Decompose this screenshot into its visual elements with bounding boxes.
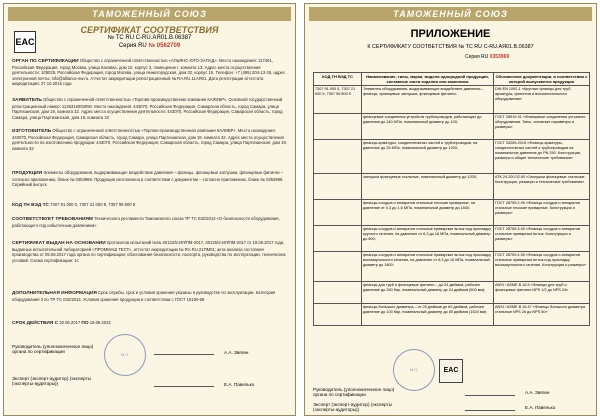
banner-customs-union: ТАМОЖЕННЫЙ СОЮЗ — [309, 7, 592, 21]
applicant-label: ЗАЯВИТЕЛЬ — [12, 98, 42, 103]
cell-doc: ГОСТ 28759.3-90 «Фланцы сосудов и аппаратов стальные приварные встык. Конструкция и размеры» — [494, 226, 590, 252]
organ-text: Общество с ограниченной ответственностью «АЛЬЯНС ЮГО-ЗАПАД». Место нахождения: 117461, Российская Федерация, город Москва, улица Каховка, дом 10, корпус 3, помещение I, комната 13. Адрес места осуществления деятельности: 109029, Российская Федерация, город Москва, улица Нижегородская, дом 32, корпус 15. Телефон: +7 (495) 204-13-26, адрес электронной почты: info@alliance-sw.ru. Аттестат аккредитации регистрационный № RA.RU.11АЯ01. Дата регистрации аттестата аккредитации: 27.10.2015 года — [12, 58, 285, 87]
signer1-role: Руководитель (уполномоченное лицо) органа по сертификации — [313, 387, 395, 397]
cell-doc: ГОСТ 28759.4-90 «Фланцы сосудов и аппаратов стальные приварные встык под прокладку восьмиугольного сечения. Конструкция и размеры» — [494, 252, 590, 282]
compliance-section — [12, 216, 289, 232]
validity-to: 19.06.2022 — [89, 320, 111, 325]
col-header-name: Наименование, типы, марки, модели однородной продукции, составные части изделия или комплекса — [362, 73, 494, 86]
official-stamp: М.П. — [104, 334, 146, 376]
appendix-series — [465, 54, 509, 60]
additional-info-text: Срок службы, срок и условия хранения указаны в руководстве по эксплуатации. Категория оборудования 3 по ТР ТС 032/2013. Условия хранения продукции в соответствии с ГОСТ 15150-69 — [12, 290, 276, 302]
tnved-codes: 7307 91 000 0, 7307 21 000 9, 7307 99 800 9 — [50, 202, 136, 207]
table-row — [314, 226, 590, 252]
compliance-text: Технического регламента Таможенного союза ТР ТС 032/2013 «О безопасности оборудования, работающего под избыточным давлением» — [12, 216, 280, 228]
series-number: № 0562709 — [148, 43, 181, 49]
basis-text: протоколов испытаний №№ 30132/5-ИЛ/ПМ-2017, 30125/2-ИЛ/ПМ-2017 от 19.06.2017 года, выданных испытательной лабораторией «ПРОММАШ ТЕСТ», аттестат аккредитации № RA.RU.21ПМ01; акта анализа состояния производства от 05.06.2017 года органа по сертификации; обоснования безопасности, паспорта, руководства по эксплуатации, технических условий. Схема сертификации: 1с — [12, 240, 286, 263]
product-section — [12, 170, 289, 198]
cell-code — [314, 282, 362, 304]
appendix-subtitle: К СЕРТИФИКАТУ СООТВЕТСТВИЯ № ТС RU С-RU.АЯ01.В.06387 — [367, 44, 534, 50]
applicant-text: Общество с ограниченной ответственностью «Торгово-производственная компания КАЛИБР». Основной государственный регистрационный номер: 1136316003050. Место нахождения: 443070, Российская Федерация, Самарская область, город Самара, улица Партизанская, дом 19, комната 32. Адрес места осуществления деятельности: 443070, Российская Федерация, Самарская область, город Самара, улица Партизанская, дом 19, комната 32 — [12, 97, 283, 120]
eac-logo: EAC — [439, 359, 463, 383]
cell-doc: DIN EN 1092-1 «Круглые фланцы для труб, арматуры, фитингов и вспомогательного оборудования» — [494, 86, 590, 114]
signer2-name: Е.А. Павелько — [224, 382, 255, 387]
col-header-doc: Обозначение документации, в соответствии с которой выпускается продукция — [494, 73, 590, 86]
cell-code — [314, 226, 362, 252]
cell-code — [314, 174, 362, 200]
cell-doc: ГОСТ 28919-91 «Фланцевые соединения устьевого оборудования. Типы, основные параметры и размеры» — [494, 114, 590, 140]
cell-doc: АТК 24.200.02-90 «Заглушки фланцевые стальные. Конструкция, размеры и технические требования» — [494, 174, 590, 200]
banner-customs-union: ТАМОЖЕННЫЙ СОЮЗ — [8, 7, 291, 21]
table-row — [314, 252, 590, 282]
product-label: ПРОДУКЦИЯ — [12, 171, 43, 176]
cell-name: заглушки фланцевые стальные, номинальный диаметр до 1200; — [362, 174, 494, 200]
table-row — [314, 114, 590, 140]
validity-section — [12, 320, 289, 328]
manufacturer-text: Общество с ограниченной ответственностью «Торгово-производственная компания КАЛИБР». Место нахождения: 443070, Российская Федерация, Самарская область, город Самара, улица Партизанская, дом 19, комната 32. Адрес места осуществления деятельности по изготовлению продукции: 443070, Российская Федерация, Самарская область, город Самара, улица Партизанская, дом 19, комната 32 — [12, 128, 288, 151]
organ-section — [12, 58, 289, 94]
cell-name: фланцы арматуры, соединительных частей и трубопроводов, на давление до 25 МПа, номинальный диаметр до 1200; — [362, 140, 494, 174]
organ-label: ОРГАН ПО СЕРТИФИКАЦИИ — [12, 59, 79, 64]
signer1-name: А.А. Звягин — [224, 350, 249, 355]
series-label: Серия RU — [118, 43, 147, 49]
basis-label: СЕРТИФИКАТ ВЫДАН НА ОСНОВАНИИ — [12, 241, 106, 246]
appendix-sheet — [304, 3, 597, 416]
signer1-role: Руководитель (уполномоченное лицо) органа по сертификации — [12, 344, 94, 354]
cell-doc: ANSI / ASME B 16.5 «Фланцы для труб и фланцевые фитинги NPS 1/2 до NPS 24» — [494, 282, 590, 304]
additional-info-section — [12, 290, 289, 314]
basis-section — [12, 240, 289, 284]
table-row — [314, 140, 590, 174]
table-row — [314, 174, 590, 200]
signature-line-1 — [154, 354, 214, 355]
cell-name: фланцы для труб и фланцевые фитинги – до 24 дюймов, рабочее давление до 260 бар, номинальный диаметр до 24 дюймов (600 мм); — [362, 282, 494, 304]
cell-code: 7307 91 000 0, 7307 21 000 9, 7307 99 800 9 — [314, 86, 362, 114]
signature-line-2 — [154, 386, 214, 387]
tnved-section — [12, 202, 289, 210]
product-table — [313, 72, 590, 326]
series-label: Серия RU — [465, 54, 489, 60]
table-row — [314, 200, 590, 226]
applicant-section — [12, 97, 289, 125]
series-number: 0353969 — [489, 54, 510, 60]
validity-to-label: ПО — [81, 321, 89, 326]
manufacturer-label: ИЗГОТОВИТЕЛЬ — [12, 129, 52, 134]
validity-from-label: СРОК ДЕЙСТВИЯ С — [12, 321, 59, 326]
cell-name: Элементы оборудования, выдерживающие воздействие давления – фланцы, фланцевые заглушки, фланцевые фитинги: — [362, 86, 494, 114]
cell-doc: ГОСТ 28759.2-90 «Фланцы сосудов и аппаратов стальные плоские приварные. Конструкция и размеры» — [494, 200, 590, 226]
cell-name: фланцы сосудов и аппаратов стальные приварные встык под прокладку круглого сечения, на давление от 6,3 до 16 МПа, номинальный диаметр до 800; — [362, 226, 494, 252]
table-row — [314, 282, 590, 304]
cell-doc: ANSI / ASME B 16.47 «Фланцы большого диаметра стальные NPS 26 до NPS 60» — [494, 304, 590, 326]
table-row — [314, 304, 590, 326]
manufacturer-section — [12, 128, 289, 156]
tnved-label: КОД ТН ВЭД ТС — [12, 203, 49, 208]
col-header-code: КОД ТН ВЭД ТС — [314, 73, 362, 86]
cell-doc: ГОСТ 33259-2015 «Фланцы арматуры, соединительных частей и трубопроводов на номинальное давление до PN 250. Конструкция, размеры и общие технические требования» — [494, 140, 590, 174]
cell-code — [314, 200, 362, 226]
certificate-sheet — [3, 3, 296, 416]
cell-code — [314, 304, 362, 326]
signature-line-2 — [465, 410, 515, 411]
validity-from: 20.06.2017 — [59, 320, 81, 325]
signer2-role: Эксперт (эксперт-аудитор) (эксперты (эксперты-аудиторы)) — [12, 376, 91, 386]
signer2-name: Е.А. Павелько — [525, 405, 556, 410]
cell-name: фланцы сосудов и аппаратов стальные плоские приварные, на давление от 0,3 до 1,6 МПа, номинальный диаметр до 1600; — [362, 200, 494, 226]
appendix-title: ПРИЛОЖЕНИЕ — [410, 28, 491, 40]
certificate-series — [4, 43, 295, 49]
cell-code — [314, 114, 362, 140]
official-stamp: М.П. — [393, 349, 435, 391]
cell-name: фланцы большого диаметра – от 26 дюймов до 60 дюймов, рабочее давление до 100 бар, номинальный диаметр до 60 дюймов (1524 мм) — [362, 304, 494, 326]
additional-info-label: ДОПОЛНИТЕЛЬНАЯ ИНФОРМАЦИЯ — [12, 291, 97, 296]
signature-line-1 — [465, 395, 515, 396]
eac-logo: EAC — [14, 31, 36, 53]
table-header-row — [314, 73, 590, 86]
signer1-name: А.А. Звягин — [525, 390, 550, 395]
certificate-title: СЕРТИФИКАТ СООТВЕТСТВИЯ — [80, 25, 219, 35]
certificate-number: № ТС RU С-RU.АЯ01.В.06387 — [107, 35, 192, 41]
signer2-role: Эксперт (эксперт-аудитор) (эксперты (эксперты-аудиторы)) — [313, 402, 392, 412]
table-row — [314, 86, 590, 114]
cell-code — [314, 140, 362, 174]
compliance-label: СООТВЕТСТВУЕТ ТРЕБОВАНИЯМ — [12, 217, 93, 222]
cell-code — [314, 252, 362, 282]
cell-name: фланцевые соединения устройств трубопроводов, работающих до давления до 140 МПа, номинальный диаметр до 100; — [362, 114, 494, 140]
product-text: Элементы оборудования, выдерживающие воздействие давления – фланцы, фланцевые заглушки, фланцевые фитинги – согласно приложению, бланк № 0353969. Продукция изготовлена в соответствии с документом – согласно приложению, бланк № 0353969. Серийный выпуск — [12, 170, 284, 188]
cell-name: фланцы сосудов и аппаратов стальные приварные встык под прокладку восьмиугольного сечения, на давление от 6,3 до 16 МПа, номинальный диаметр до 1600; — [362, 252, 494, 282]
